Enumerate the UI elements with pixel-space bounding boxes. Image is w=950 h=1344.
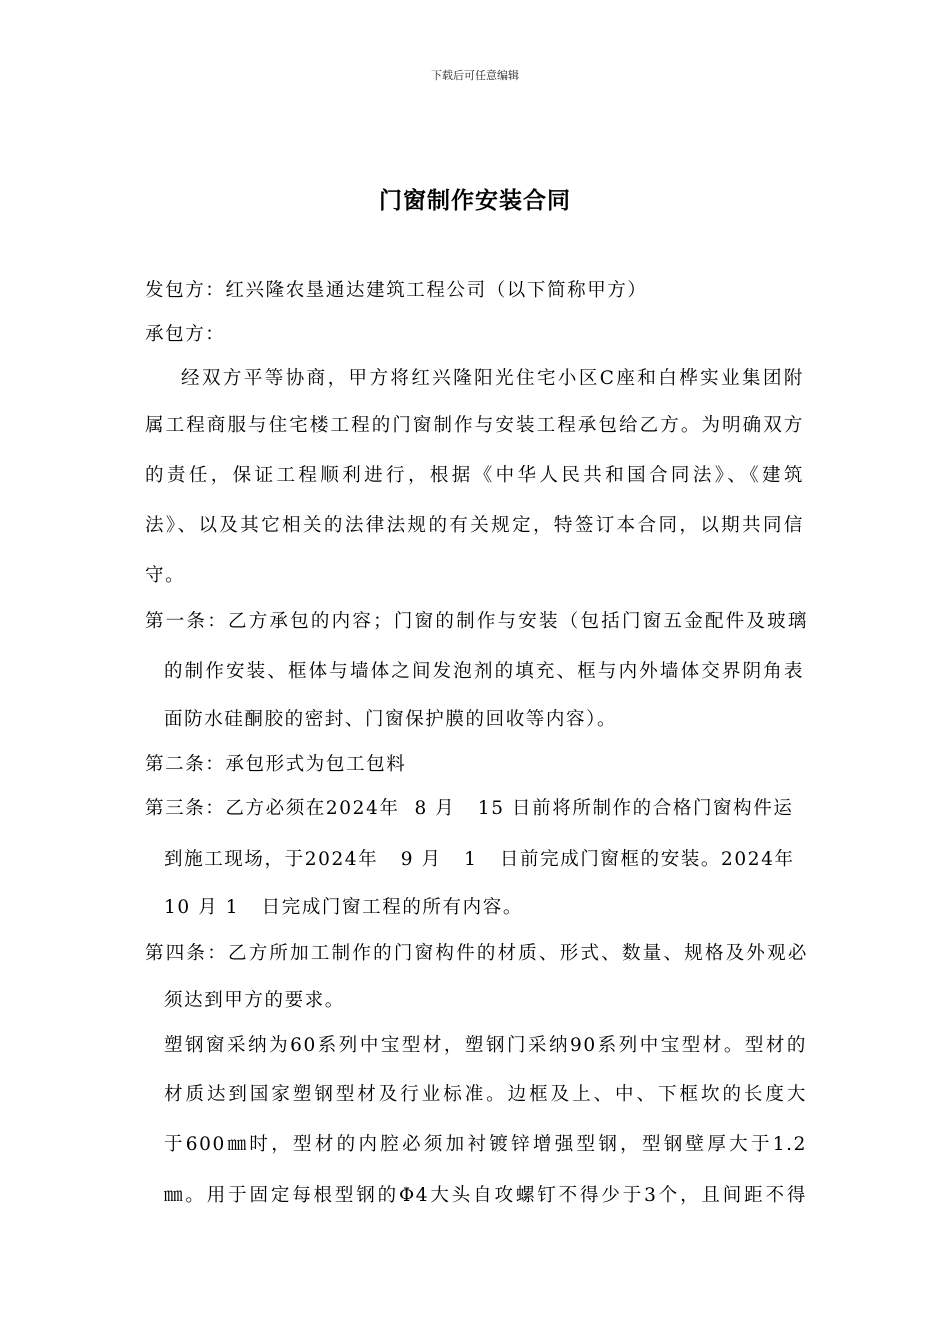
party-a-line: 发包方：红兴隆农垦通达建筑工程公司（以下简称甲方） xyxy=(145,280,648,301)
party-b-line: 承包方： xyxy=(145,324,226,345)
materials-line: 材质达到国家塑钢型材及行业标准。边框及上、中、下框坎的长度大 xyxy=(164,1084,807,1104)
article-3-line: 10 月 1 日完成门窗工程的所有内容。 xyxy=(164,897,523,918)
materials-line: 于600㎜时，型材的内腔必须加衬镀锌增强型钢，型钢壁厚大于1.2 xyxy=(164,1134,807,1154)
article-4-line: 须达到甲方的要求。 xyxy=(164,990,345,1011)
preamble-line: 属工程商服与住宅楼工程的门窗制作与安装工程承包给乙方。为明确双方 xyxy=(145,415,804,435)
materials-line: 塑钢窗采纳为60系列中宝型材，塑钢门采纳90系列中宝型材。型材的 xyxy=(164,1035,807,1055)
materials-line: ㎜。用于固定每根型钢的Φ4大头自攻螺钉不得少于3个，且间距不得 xyxy=(164,1185,807,1205)
article-2-line: 第二条：承包形式为包工包料 xyxy=(145,754,407,775)
preamble-line: 法》、以及其它相关的法律法规的有关规定，特签订本合同，以期共同信 xyxy=(145,515,804,535)
preamble-line: 守。 xyxy=(145,565,186,586)
article-3-line: 到施工现场，于2024年 9 月 1 日前完成门窗框的安装。2024年 xyxy=(164,849,795,870)
article-1-line: 第一条：乙方承包的内容；门窗的制作与安装（包括门窗五金配件及玻璃 xyxy=(145,611,808,631)
article-4-line: 第四条：乙方所加工制作的门窗构件的材质、形式、数量、规格及外观必 xyxy=(145,943,808,963)
preamble-line: 经双方平等协商，甲方将红兴隆阳光住宅小区C座和白桦实业集团附 xyxy=(181,368,804,388)
document-title: 门窗制作安装合同 xyxy=(379,188,571,214)
article-3-line: 第三条：乙方必须在2024年 8 月 15 日前将所制作的合格门窗构件运 xyxy=(145,798,794,819)
article-1-line: 面防水硅酮胶的密封、门窗保护膜的回收等内容）。 xyxy=(164,709,618,730)
preamble-line: 的责任，保证工程顺利进行，根据《中华人民共和国合同法》、《建筑 xyxy=(145,465,804,485)
article-1-line: 的制作安装、框体与墙体之间发泡剂的填充、框与内外墙体交界阴角表 xyxy=(164,661,804,681)
header-note: 下载后可任意编辑 xyxy=(431,69,519,82)
